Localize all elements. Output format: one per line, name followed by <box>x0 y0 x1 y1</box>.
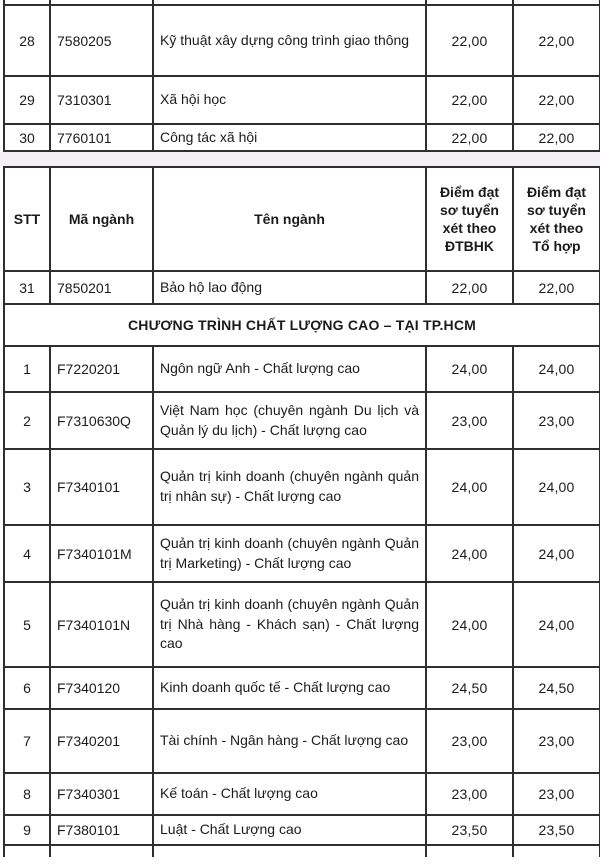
score-dtbhk-cell: 24,50 <box>426 667 513 709</box>
code-cell: F7340101M <box>50 525 153 582</box>
code-cell: F7380101 <box>50 815 153 845</box>
score-tohop-cell: 24,00 <box>513 346 600 392</box>
header-name: Tên ngành <box>153 167 426 271</box>
score-dtbhk-cell: 23,50 <box>426 815 513 845</box>
score-dtbhk-cell: 23,00 <box>426 392 513 449</box>
code-cell: F7220201 <box>50 346 153 392</box>
score-tohop-cell: 23,00 <box>513 392 600 449</box>
table-row <box>4 76 600 124</box>
header-stt: STT <box>4 167 50 271</box>
stt-cell: 7 <box>4 709 50 773</box>
table-row <box>4 124 600 151</box>
main-table-header <box>4 167 600 271</box>
code-cell: F7340301 <box>50 773 153 815</box>
name-cell: Quản trị kinh doanh (chuyên ngành Quản trị Marketing) - Chất lượng cao <box>153 525 426 582</box>
score-dtbhk-cell: 24,00 <box>426 525 513 582</box>
stt-cell: 8 <box>4 773 50 815</box>
score-tohop-cell: 24,00 <box>513 525 600 582</box>
header-code: Mã ngành <box>50 167 153 271</box>
name-cell: Kỹ thuật xây dựng công trình giao thông <box>153 5 426 76</box>
stt-cell: 28 <box>4 5 50 76</box>
stt-cell: 2 <box>4 392 50 449</box>
name-cell: Quản trị kinh doanh (chuyên ngành Quản trị Nhà hàng - Khách sạn) - Chất lượng cao <box>153 582 426 667</box>
name-cell: Kế toán - Chất lượng cao <box>153 773 426 815</box>
table-row <box>4 271 600 304</box>
name-cell: Bảo hộ lao động <box>153 271 426 304</box>
stt-cell: 31 <box>4 271 50 304</box>
table-row <box>4 525 600 582</box>
name-cell: Công tác xã hội <box>153 124 426 151</box>
score-tohop-cell: 23,00 <box>513 709 600 773</box>
empty-cell <box>153 845 426 857</box>
score-tohop-cell: 23,00 <box>513 773 600 815</box>
score-dtbhk-cell: 23,00 <box>426 709 513 773</box>
stt-cell: 3 <box>4 449 50 525</box>
table-row <box>4 582 600 667</box>
stt-cell: 6 <box>4 667 50 709</box>
stt-cell: 30 <box>4 124 50 151</box>
score-tohop-cell: 24,00 <box>513 449 600 525</box>
name-cell: Tài chính - Ngân hàng - Chất lượng cao <box>153 709 426 773</box>
score-dtbhk-cell: 22,00 <box>426 76 513 124</box>
admission-scores-table-main <box>3 166 600 857</box>
table-row <box>4 709 600 773</box>
admission-scores-table-continued <box>3 0 600 152</box>
section-header-row <box>4 304 600 346</box>
name-cell: Kinh doanh quốc tế - Chất lượng cao <box>153 667 426 709</box>
empty-cell <box>513 845 600 857</box>
table-row <box>4 773 600 815</box>
score-tohop-cell: 22,00 <box>513 271 600 304</box>
code-cell: F7340120 <box>50 667 153 709</box>
score-dtbhk-cell: 23,00 <box>426 773 513 815</box>
cutoff-partial-row <box>4 845 600 857</box>
score-dtbhk-cell: 22,00 <box>426 124 513 151</box>
score-dtbhk-cell: 24,00 <box>426 582 513 667</box>
header-score-tohop: Điểm đạt sơ tuyển xét theo Tổ hợp <box>513 167 600 271</box>
section-title: CHƯƠNG TRÌNH CHẤT LƯỢNG CAO – TẠI TP.HCM <box>4 304 600 346</box>
table-separator <box>0 152 600 166</box>
score-dtbhk-cell: 22,00 <box>426 271 513 304</box>
continued-table-body <box>4 0 600 151</box>
code-cell: F7340201 <box>50 709 153 773</box>
score-tohop-cell: 24,50 <box>513 667 600 709</box>
stt-cell: 9 <box>4 815 50 845</box>
score-tohop-cell: 22,00 <box>513 5 600 76</box>
score-dtbhk-cell: 22,00 <box>426 5 513 76</box>
table-row <box>4 449 600 525</box>
name-cell: Xã hội học <box>153 76 426 124</box>
score-tohop-cell: 24,00 <box>513 582 600 667</box>
empty-cell <box>426 845 513 857</box>
stt-cell: 5 <box>4 582 50 667</box>
name-cell: Ngôn ngữ Anh - Chất lượng cao <box>153 346 426 392</box>
stt-cell: 1 <box>4 346 50 392</box>
name-cell: Việt Nam học (chuyên ngành Du lịch và Quản lý du lịch) - Chất lượng cao <box>153 392 426 449</box>
table-row <box>4 346 600 392</box>
header-score-dtbhk: Điểm đạt sơ tuyển xét theo ĐTBHK <box>426 167 513 271</box>
score-dtbhk-cell: 24,00 <box>426 449 513 525</box>
table-row <box>4 392 600 449</box>
empty-cell <box>4 845 50 857</box>
empty-cell <box>50 845 153 857</box>
stt-cell: 29 <box>4 76 50 124</box>
table-row <box>4 667 600 709</box>
score-tohop-cell: 23,50 <box>513 815 600 845</box>
stt-cell: 4 <box>4 525 50 582</box>
score-tohop-cell: 22,00 <box>513 76 600 124</box>
code-cell: F7340101N <box>50 582 153 667</box>
code-cell: 7760101 <box>50 124 153 151</box>
main-table-body <box>4 271 600 857</box>
code-cell: 7850201 <box>50 271 153 304</box>
code-cell: 7310301 <box>50 76 153 124</box>
table-row <box>4 815 600 845</box>
table-row <box>4 5 600 76</box>
code-cell: 7580205 <box>50 5 153 76</box>
code-cell: F7310630Q <box>50 392 153 449</box>
header-row <box>4 167 600 271</box>
score-dtbhk-cell: 24,00 <box>426 346 513 392</box>
name-cell: Luật - Chất Lượng cao <box>153 815 426 845</box>
name-cell: Quản trị kinh doanh (chuyên ngành quản trị nhân sự) - Chất lượng cao <box>153 449 426 525</box>
score-tohop-cell: 22,00 <box>513 124 600 151</box>
code-cell: F7340101 <box>50 449 153 525</box>
